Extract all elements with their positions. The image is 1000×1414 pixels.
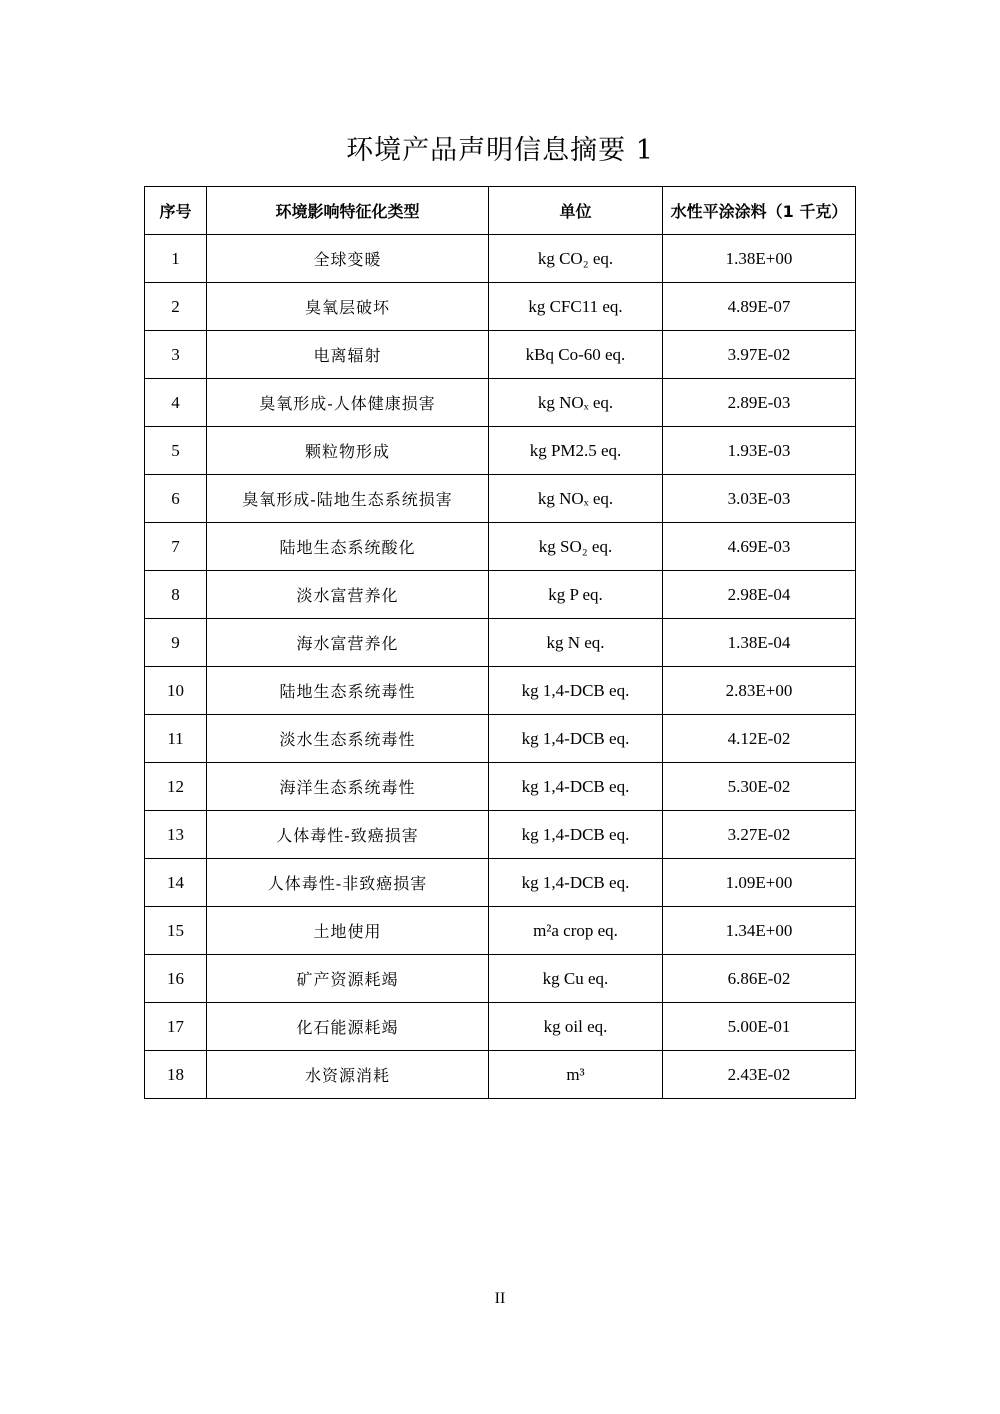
- row-index: 2: [145, 283, 207, 331]
- table-row: [145, 1051, 856, 1099]
- row-unit: kBq Co-60 eq.: [489, 331, 663, 379]
- row-index: 5: [145, 427, 207, 475]
- row-category: 淡水富营养化: [207, 571, 489, 619]
- row-category: 土地使用: [207, 907, 489, 955]
- row-index: 15: [145, 907, 207, 955]
- table-header-row: [145, 187, 856, 235]
- row-value: 2.89E-03: [663, 379, 856, 427]
- row-value: 1.09E+00: [663, 859, 856, 907]
- row-unit: kg PM2.5 eq.: [489, 427, 663, 475]
- row-unit: m³: [489, 1051, 663, 1099]
- header-category: 环境影响特征化类型: [207, 187, 489, 235]
- row-unit: kg 1,4-DCB eq.: [489, 811, 663, 859]
- row-index: 11: [145, 715, 207, 763]
- row-unit: kg Cu eq.: [489, 955, 663, 1003]
- page-number: II: [494, 1290, 506, 1307]
- table-row: [145, 475, 856, 523]
- row-value: 3.03E-03: [663, 475, 856, 523]
- row-unit: kg 1,4-DCB eq.: [489, 859, 663, 907]
- row-category: 颗粒物形成: [207, 427, 489, 475]
- row-index: 9: [145, 619, 207, 667]
- table-row: [145, 667, 856, 715]
- row-category: 陆地生态系统酸化: [207, 523, 489, 571]
- row-unit: kg oil eq.: [489, 1003, 663, 1051]
- row-category: 矿产资源耗竭: [207, 955, 489, 1003]
- row-value: 4.89E-07: [663, 283, 856, 331]
- header-index: 序号: [145, 187, 207, 235]
- row-index: 8: [145, 571, 207, 619]
- row-value: 5.00E-01: [663, 1003, 856, 1051]
- row-value: 1.34E+00: [663, 907, 856, 955]
- row-value: 2.83E+00: [663, 667, 856, 715]
- row-unit: kg NOₓ eq.: [489, 475, 663, 523]
- row-unit: kg SO₂ eq.: [489, 523, 663, 571]
- row-unit: kg NOₓ eq.: [489, 379, 663, 427]
- row-value: 1.38E+00: [663, 235, 856, 283]
- row-index: 18: [145, 1051, 207, 1099]
- row-value: 3.27E-02: [663, 811, 856, 859]
- row-unit: m²a crop eq.: [489, 907, 663, 955]
- row-value: 5.30E-02: [663, 763, 856, 811]
- table-row: [145, 763, 856, 811]
- row-index: 1: [145, 235, 207, 283]
- row-value: 4.69E-03: [663, 523, 856, 571]
- header-value: 水性平涂涂料（1 千克）: [663, 187, 856, 235]
- row-unit: kg CFC11 eq.: [489, 283, 663, 331]
- row-value: 6.86E-02: [663, 955, 856, 1003]
- row-category: 全球变暖: [207, 235, 489, 283]
- row-category: 臭氧形成-人体健康损害: [207, 379, 489, 427]
- row-value: 2.98E-04: [663, 571, 856, 619]
- row-value: 4.12E-02: [663, 715, 856, 763]
- row-category: 人体毒性-致癌损害: [207, 811, 489, 859]
- row-index: 7: [145, 523, 207, 571]
- table-row: [145, 955, 856, 1003]
- row-value: 3.97E-02: [663, 331, 856, 379]
- table-row: [145, 571, 856, 619]
- row-value: 1.38E-04: [663, 619, 856, 667]
- table-row: [145, 427, 856, 475]
- row-index: 12: [145, 763, 207, 811]
- row-category: 淡水生态系统毒性: [207, 715, 489, 763]
- row-value: 1.93E-03: [663, 427, 856, 475]
- epd-summary-table: [144, 186, 856, 1099]
- row-unit: kg 1,4-DCB eq.: [489, 667, 663, 715]
- row-index: 13: [145, 811, 207, 859]
- header-unit: 单位: [489, 187, 663, 235]
- table-row: [145, 331, 856, 379]
- table-row: [145, 1003, 856, 1051]
- row-category: 陆地生态系统毒性: [207, 667, 489, 715]
- row-unit: kg N eq.: [489, 619, 663, 667]
- table-row: [145, 907, 856, 955]
- table-row: [145, 235, 856, 283]
- row-index: 14: [145, 859, 207, 907]
- table-row: [145, 379, 856, 427]
- table-row: [145, 811, 856, 859]
- row-index: 6: [145, 475, 207, 523]
- row-index: 17: [145, 1003, 207, 1051]
- row-index: 4: [145, 379, 207, 427]
- row-index: 10: [145, 667, 207, 715]
- table-row: [145, 859, 856, 907]
- row-unit: kg 1,4-DCB eq.: [489, 715, 663, 763]
- row-category: 人体毒性-非致癌损害: [207, 859, 489, 907]
- row-unit: kg CO₂ eq.: [489, 235, 663, 283]
- table-row: [145, 523, 856, 571]
- table-row: [145, 283, 856, 331]
- row-unit: kg P eq.: [489, 571, 663, 619]
- row-category: 海洋生态系统毒性: [207, 763, 489, 811]
- table-row: [145, 619, 856, 667]
- page-title: 环境产品声明信息摘要 1: [346, 135, 654, 166]
- row-unit: kg 1,4-DCB eq.: [489, 763, 663, 811]
- table-row: [145, 715, 856, 763]
- row-category: 臭氧层破坏: [207, 283, 489, 331]
- row-index: 3: [145, 331, 207, 379]
- row-category: 化石能源耗竭: [207, 1003, 489, 1051]
- row-category: 水资源消耗: [207, 1051, 489, 1099]
- row-category: 海水富营养化: [207, 619, 489, 667]
- row-category: 臭氧形成-陆地生态系统损害: [207, 475, 489, 523]
- row-index: 16: [145, 955, 207, 1003]
- row-category: 电离辐射: [207, 331, 489, 379]
- row-value: 2.43E-02: [663, 1051, 856, 1099]
